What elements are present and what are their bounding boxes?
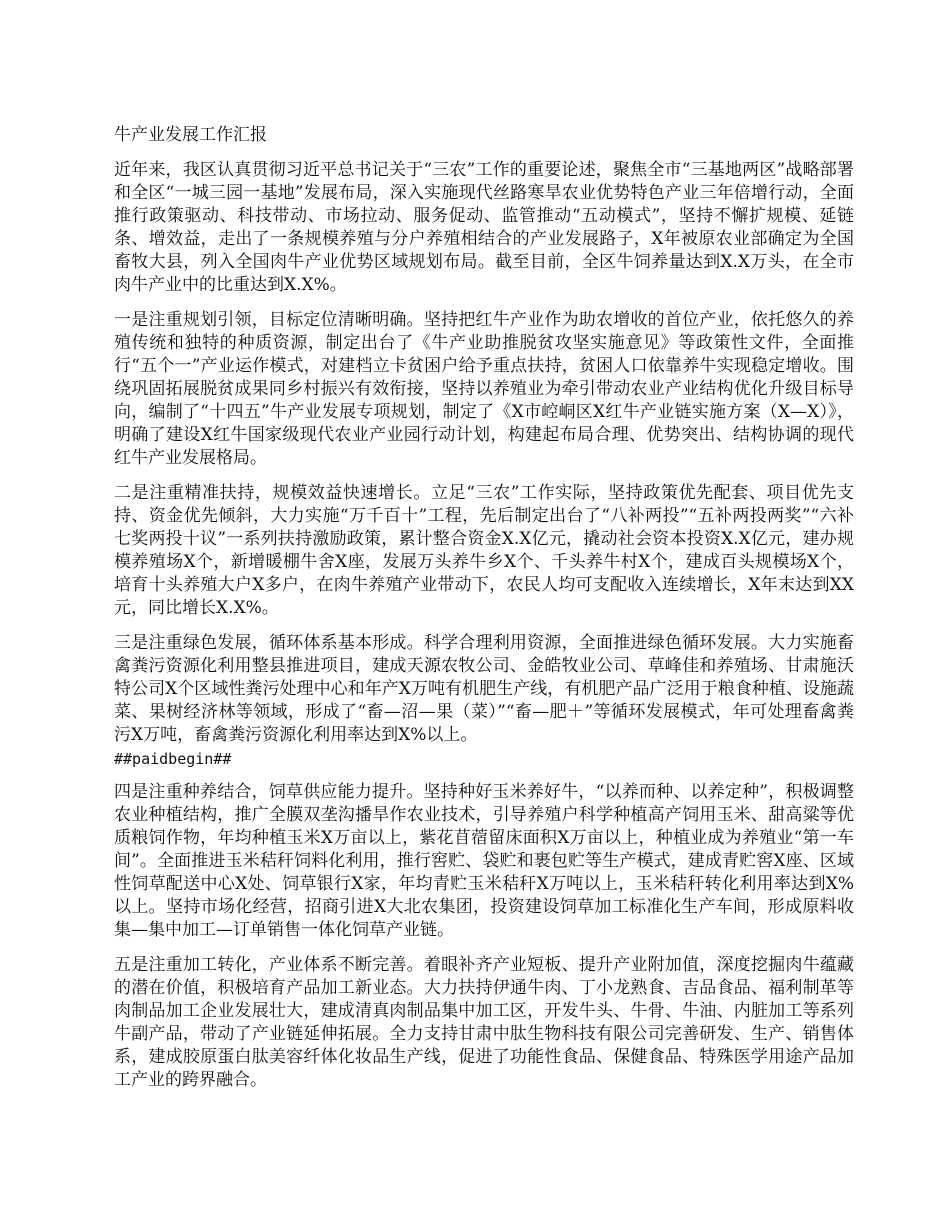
document-title: 牛产业发展工作汇报 — [114, 125, 267, 145]
paragraph-support: 二是注重精准扶持，规模效益快速增长。立足“三农”工作实际，坚持政策优先配套、项目优先支持、资金优先倾斜，大力实施“万千百十”工程，先后制定出台了“八补两投”“五补两投两奖”“六补七奖两投十议”一系列扶持激励政策，累计整合资金X.X亿元，撬动社会资本投资X.X亿元，建办规模养殖场X个，新增暖棚牛舍X座，发展万头养牛乡X个、千头养牛村X个，建成百头规模场X个，培育十头养殖大户X多户，在肉牛养殖产业带动下，农民人均可支配收入连续增长，X年末达到XX元，同比增长X.X%。 — [114, 483, 854, 618]
paid-begin-marker: ##paidbegin## — [114, 750, 232, 768]
paragraph-planning: 一是注重规划引领，目标定位清晰明确。坚持把红牛产业作为助农增收的首位产业，依托悠久的养殖传统和独特的种质资源，制定出台了《牛产业助推脱贫攻坚实施意见》等政策性文件，全面推行“五个一”产业运作模式，对建档立卡贫困户给予重点扶持，贫困人口依靠养牛实现稳定增收。围绕巩固拓展脱贫成果同乡村振兴有效衔接，坚持以养殖业为牵引带动农业产业结构优化升级目标导向，编制了“十四五”牛产业发展专项规划，制定了《X市崆峒区X红牛产业链实施方案（X—X）》，明确了建设X红牛国家级现代农业产业园行动计划，构建起布局合理、优势突出、结构协调的现代红牛产业发展格局。 — [114, 310, 854, 468]
paragraph-processing: 五是注重加工转化，产业体系不断完善。着眼补齐产业短板、提升产业附加值，深度挖掘肉牛蕴藏的潜在价值，积极培育产品加工新业态。大力扶持伊通牛肉、丁小龙熟食、吉品食品、福利制革等肉制品加工企业发展壮大，建成清真肉制品集中加工区，开发牛头、牛骨、牛油、内脏加工等系列牛副产品，带动了产业链延伸拓展。全力支持甘肃中肽生物科技有限公司完善研发、生产、销售体系，建成胶原蛋白肽美容纤体化妆品生产线，促进了功能性食品、保健食品、特殊医学用途产品加工产业的跨界融合。 — [114, 955, 854, 1090]
paragraph-intro: 近年来，我区认真贯彻习近平总书记关于“三农”工作的重要论述，聚焦全市“三基地两区”战略部署和全区“一城三园一基地”发展布局，深入实施现代丝路寒旱农业优势特色产业三年倍增行动，全面推行政策驱动、科技带动、市场拉动、服务促动、监管推动“五动模式”，坚持不懈扩规模、延链条、增效益，走出了一条规模养殖与分户养殖相结合的产业发展路子，X年被原农业部确定为全国畜牧大县，列入全国肉牛产业优势区域规划布局。截至目前，全区牛饲养量达到X.X万头，在全市肉牛产业中的比重达到X.X%。 — [114, 160, 854, 295]
paragraph-green: 三是注重绿色发展，循环体系基本形成。科学合理利用资源，全面推进绿色循环发展。大力实施畜禽粪污资源化利用整县推进项目，建成天源农牧公司、金皓牧业公司、草峰佳和养殖场、甘肃施沃特公司X个区域性粪污处理中心和年产X万吨有机肥生产线，有机肥产品广泛用于粮食种植、设施蔬菜、果树经济林等领域，形成了“畜—沼—果（菜）”“畜—肥＋”等循环发展模式，年可处理畜禽粪污X万吨，畜禽粪污资源化利用率达到X%以上。 — [114, 633, 854, 745]
paragraph-forage: 四是注重种养结合，饲草供应能力提升。坚持种好玉米养好牛，“以养而种、以养定种”，积极调整农业种植结构，推广全膜双垄沟播旱作农业技术，引导养殖户科学种植高产饲用玉米、甜高粱等优质粮饲作物，年均种植玉米X万亩以上，紫花苜蓿留床面积X万亩以上，种植业成为养殖业“第一车间”。全面推进玉米秸秆饲料化利用，推行窖贮、袋贮和裹包贮等生产模式，建成青贮窖X座、区域性饲草配送中心X处、饲草银行X家，年均青贮玉米秸秆X万吨以上，玉米秸秆转化利用率达到X%以上。坚持市场化经营，招商引进X大北农集团，投资建设饲草加工标准化生产车间，形成原料收集—集中加工—订单销售一体化饲草产业链。 — [114, 782, 854, 940]
document-page — [114, 124, 854, 1104]
